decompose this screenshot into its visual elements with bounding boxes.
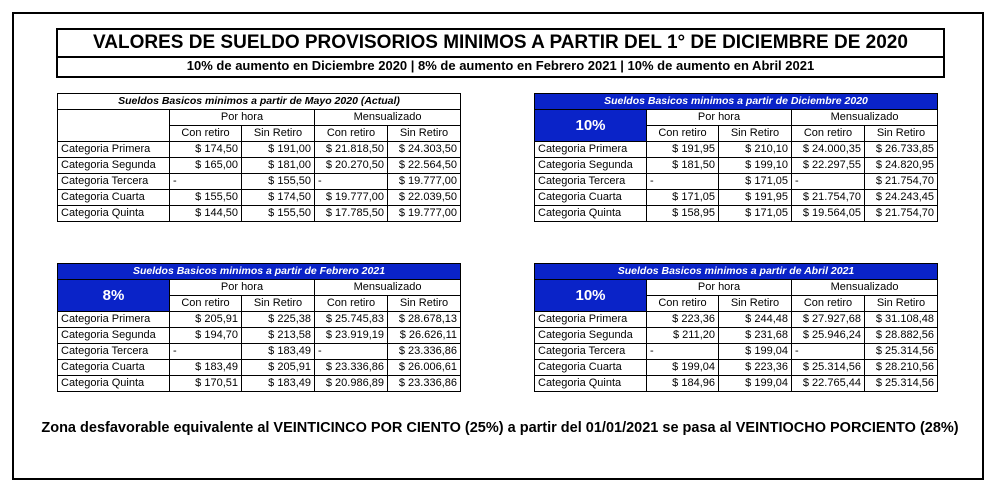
- column-header: Sin Retiro: [865, 296, 938, 312]
- salary-value: $ 25.314,56: [792, 360, 865, 376]
- salary-value: -: [647, 344, 719, 360]
- salary-value: $ 183,49: [242, 344, 315, 360]
- table-diciembre-2020: [534, 93, 938, 222]
- salary-value: $ 181,50: [647, 158, 719, 174]
- group-header-month: Mensualizado: [315, 110, 461, 126]
- salary-value: $ 19.564,05: [792, 206, 865, 222]
- salary-value: $ 210,10: [719, 142, 792, 158]
- category-label: Categoria Tercera: [535, 344, 647, 360]
- page-title: VALORES DE SUELDO PROVISORIOS MINIMOS A PARTIR DEL 1° DE DICIEMBRE DE 2020: [56, 28, 945, 58]
- salary-value: $ 24.243,45: [865, 190, 938, 206]
- salary-value: $ 22.039,50: [388, 190, 461, 206]
- table-row: [535, 206, 938, 222]
- salary-value: $ 25.745,83: [315, 312, 388, 328]
- footer-note: Zona desfavorable equivalente al VEINTICINCO POR CIENTO (25%) a partir del 01/01/2021 se pasa al VEINTIOCHO PORCIENTO (28%): [41, 420, 959, 436]
- salary-value: $ 28.678,13: [388, 312, 461, 328]
- table-row: [58, 344, 461, 360]
- table-heading-row: [58, 264, 461, 280]
- table-row: [535, 190, 938, 206]
- salary-value: $ 191,00: [242, 142, 315, 158]
- salary-value: $ 155,50: [170, 190, 242, 206]
- table-heading: Sueldos Basicos minimos a partir de Mayo 2020 (Actual): [58, 94, 461, 110]
- salary-value: $ 183,49: [242, 376, 315, 392]
- salary-value: $ 19.777,00: [388, 206, 461, 222]
- salary-value: $ 21.754,70: [865, 174, 938, 190]
- salary-value: $ 155,50: [242, 206, 315, 222]
- column-header: Con retiro: [647, 126, 719, 142]
- category-label: Categoria Quinta: [58, 376, 170, 392]
- group-header-hour: Por hora: [170, 280, 315, 296]
- group-header-hour: Por hora: [647, 110, 792, 126]
- category-label: Categoria Cuarta: [58, 190, 170, 206]
- salary-value: $ 184,96: [647, 376, 719, 392]
- column-header: Con retiro: [170, 126, 242, 142]
- column-header: Con retiro: [647, 296, 719, 312]
- table-heading: Sueldos Basicos minimos a partir de Abril 2021: [535, 264, 938, 280]
- category-label: Categoria Primera: [535, 142, 647, 158]
- table-row: [535, 142, 938, 158]
- salary-value: $ 170,51: [170, 376, 242, 392]
- category-label: Categoria Quinta: [535, 206, 647, 222]
- category-label: Categoria Segunda: [58, 158, 170, 174]
- salary-value: $ 24.000,35: [792, 142, 865, 158]
- salary-value: $ 191,95: [647, 142, 719, 158]
- salary-value: $ 191,95: [719, 190, 792, 206]
- salary-value: $ 24.303,50: [388, 142, 461, 158]
- category-label: Categoria Tercera: [58, 344, 170, 360]
- category-label: Categoria Tercera: [535, 174, 647, 190]
- salary-value: $ 22.564,50: [388, 158, 461, 174]
- salary-value: $ 27.927,68: [792, 312, 865, 328]
- salary-value: $ 205,91: [170, 312, 242, 328]
- table-mayo-2020: [57, 93, 461, 222]
- salary-value: $ 211,20: [647, 328, 719, 344]
- salary-value: $ 205,91: [242, 360, 315, 376]
- salary-value: $ 21.818,50: [315, 142, 388, 158]
- group-header-month: Mensualizado: [315, 280, 461, 296]
- table-heading-row: [535, 94, 938, 110]
- table-row: [58, 376, 461, 392]
- category-label: Categoria Quinta: [58, 206, 170, 222]
- table-row: [58, 328, 461, 344]
- group-header-row: [58, 110, 461, 126]
- salary-value: $ 223,36: [719, 360, 792, 376]
- salary-value: $ 171,05: [647, 190, 719, 206]
- salary-value: $ 144,50: [170, 206, 242, 222]
- table-row: [58, 158, 461, 174]
- table-abril-2021: [534, 263, 938, 392]
- percent-badge: 10%: [535, 110, 647, 142]
- salary-value: $ 174,50: [242, 190, 315, 206]
- salary-value: $ 199,04: [719, 376, 792, 392]
- salary-value: $ 20.986,89: [315, 376, 388, 392]
- salary-value: $ 171,05: [719, 206, 792, 222]
- salary-value: -: [647, 174, 719, 190]
- salary-value: $ 223,36: [647, 312, 719, 328]
- salary-value: $ 28.210,56: [865, 360, 938, 376]
- category-label: Categoria Tercera: [58, 174, 170, 190]
- category-label: Categoria Cuarta: [535, 360, 647, 376]
- salary-value: -: [170, 344, 242, 360]
- table-row: [535, 174, 938, 190]
- salary-value: -: [170, 174, 242, 190]
- salary-value: $ 22.765,44: [792, 376, 865, 392]
- salary-value: $ 23.336,86: [388, 344, 461, 360]
- salary-value: $ 174,50: [170, 142, 242, 158]
- category-label: Categoria Cuarta: [58, 360, 170, 376]
- table-row: [535, 328, 938, 344]
- group-header-row: [535, 280, 938, 296]
- column-header: Sin Retiro: [388, 296, 461, 312]
- salary-value: $ 244,48: [719, 312, 792, 328]
- salary-value: $ 21.754,70: [865, 206, 938, 222]
- column-header: Sin Retiro: [388, 126, 461, 142]
- table-row: [535, 158, 938, 174]
- column-header: Sin Retiro: [719, 296, 792, 312]
- salary-value: $ 26.626,11: [388, 328, 461, 344]
- category-label: Categoria Primera: [58, 142, 170, 158]
- salary-value: $ 23.919,19: [315, 328, 388, 344]
- salary-value: $ 199,04: [719, 344, 792, 360]
- salary-value: $ 17.785,50: [315, 206, 388, 222]
- salary-value: $ 194,70: [170, 328, 242, 344]
- salary-value: -: [792, 174, 865, 190]
- category-label: Categoria Quinta: [535, 376, 647, 392]
- salary-value: $ 19.777,00: [388, 174, 461, 190]
- salary-value: $ 225,38: [242, 312, 315, 328]
- salary-value: -: [315, 344, 388, 360]
- salary-value: $ 213,58: [242, 328, 315, 344]
- salary-value: $ 26.733,85: [865, 142, 938, 158]
- table-row: [58, 174, 461, 190]
- salary-value: $ 21.754,70: [792, 190, 865, 206]
- category-label: Categoria Segunda: [58, 328, 170, 344]
- category-label: Categoria Segunda: [535, 158, 647, 174]
- salary-value: $ 171,05: [719, 174, 792, 190]
- salary-value: $ 158,95: [647, 206, 719, 222]
- table-row: [58, 360, 461, 376]
- group-header-row: [535, 110, 938, 126]
- category-label: Categoria Primera: [535, 312, 647, 328]
- percent-badge: 10%: [535, 280, 647, 312]
- salary-value: $ 26.006,61: [388, 360, 461, 376]
- salary-value: $ 231,68: [719, 328, 792, 344]
- table-row: [58, 190, 461, 206]
- column-header: Con retiro: [315, 126, 388, 142]
- table-row: [58, 312, 461, 328]
- salary-value: $ 181,00: [242, 158, 315, 174]
- table-row: [535, 360, 938, 376]
- salary-value: $ 199,10: [719, 158, 792, 174]
- table-row: [58, 142, 461, 158]
- column-header: Sin Retiro: [865, 126, 938, 142]
- salary-value: $ 20.270,50: [315, 158, 388, 174]
- table-row: [535, 376, 938, 392]
- column-header: Con retiro: [792, 296, 865, 312]
- salary-value: $ 155,50: [242, 174, 315, 190]
- page-subtitle: 10% de aumento en Diciembre 2020 | 8% de aumento en Febrero 2021 | 10% de aumento en Abril 2021: [56, 56, 945, 78]
- table-row: [58, 206, 461, 222]
- table-row: [535, 312, 938, 328]
- table-row: [535, 344, 938, 360]
- column-header: Sin Retiro: [242, 296, 315, 312]
- salary-value: $ 165,00: [170, 158, 242, 174]
- percent-badge: 8%: [58, 280, 170, 312]
- salary-value: $ 25.314,56: [865, 344, 938, 360]
- empty-corner-cell: [58, 110, 170, 142]
- salary-value: $ 199,04: [647, 360, 719, 376]
- group-header-row: [58, 280, 461, 296]
- table-heading: Sueldos Basicos minimos a partir de Diciembre 2020: [535, 94, 938, 110]
- salary-value: -: [792, 344, 865, 360]
- salary-value: $ 19.777,00: [315, 190, 388, 206]
- table-heading-row: [535, 264, 938, 280]
- column-header: Sin Retiro: [242, 126, 315, 142]
- column-header: Con retiro: [792, 126, 865, 142]
- salary-value: $ 25.946,24: [792, 328, 865, 344]
- salary-value: $ 22.297,55: [792, 158, 865, 174]
- salary-value: $ 28.882,56: [865, 328, 938, 344]
- category-label: Categoria Cuarta: [535, 190, 647, 206]
- salary-value: $ 183,49: [170, 360, 242, 376]
- salary-value: -: [315, 174, 388, 190]
- table-heading: Sueldos Basicos minimos a partir de Febrero 2021: [58, 264, 461, 280]
- column-header: Sin Retiro: [719, 126, 792, 142]
- salary-value: $ 25.314,56: [865, 376, 938, 392]
- column-header: Con retiro: [315, 296, 388, 312]
- salary-value: $ 23.336,86: [315, 360, 388, 376]
- document-frame: [12, 12, 984, 480]
- table-heading-row: [58, 94, 461, 110]
- salary-value: $ 23.336,86: [388, 376, 461, 392]
- salary-value: $ 24.820,95: [865, 158, 938, 174]
- category-label: Categoria Segunda: [535, 328, 647, 344]
- group-header-hour: Por hora: [170, 110, 315, 126]
- group-header-month: Mensualizado: [792, 110, 938, 126]
- salary-value: $ 31.108,48: [865, 312, 938, 328]
- category-label: Categoria Primera: [58, 312, 170, 328]
- column-header: Con retiro: [170, 296, 242, 312]
- group-header-hour: Por hora: [647, 280, 792, 296]
- group-header-month: Mensualizado: [792, 280, 938, 296]
- table-febrero-2021: [57, 263, 461, 392]
